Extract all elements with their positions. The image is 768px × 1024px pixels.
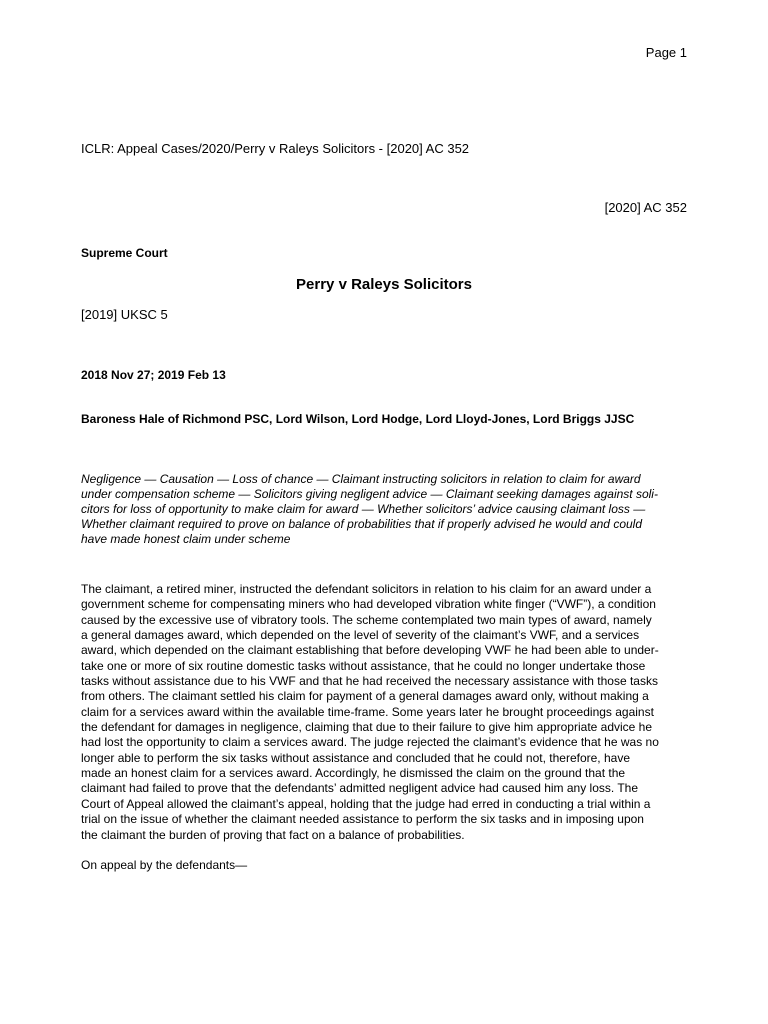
- headnote-line: award, which depended on the claimant establishing that before developing VWF he had been able to under-: [81, 643, 659, 658]
- catchwords-line: under compensation scheme — Solicitors giving negligent advice — Claimant seeking damages against soli-: [81, 487, 658, 501]
- catchwords-paragraph: [81, 472, 687, 547]
- appeal-by-line: On appeal by the defendants—: [81, 858, 248, 872]
- headnote-line: the defendant for damages in negligence, claiming that due to their failure to give him appropriate advice he: [81, 720, 653, 735]
- neutral-citation: [2019] UKSC 5: [81, 307, 168, 322]
- headnote-line: The claimant, a retired miner, instructed the defendant solicitors in relation to his claim for an award under a: [81, 582, 652, 596]
- case-title: Perry v Raleys Solicitors: [296, 276, 472, 293]
- headnote-line: from others. The claimant settled his claim for payment of a general damages award only, without making a: [81, 689, 649, 704]
- headnote-line: longer able to perform the six tasks without assistance and concluded that he could not, therefore, have: [81, 750, 630, 765]
- headnote-line: made an honest claim for a services award. Accordingly, he dismissed the claim on the ground that the: [81, 766, 626, 781]
- headnote-line: trial on the issue of whether the claimant needed assistance to perform the six tasks and in imposing upon: [81, 812, 644, 827]
- page-number: Page 1: [645, 45, 687, 60]
- headnote-paragraph: [81, 582, 687, 843]
- headnote-line: take one or more of six routine domestic tasks without assistance, that he could no longer undertake those: [81, 658, 646, 673]
- headnote-line: government scheme for compensating miners who had developed vibration white finger (“VWF”), a condition: [81, 597, 656, 612]
- catchwords-line: have made honest claim under scheme: [81, 532, 291, 546]
- law-report-reference: [2020] AC 352: [604, 200, 687, 215]
- headnote-line: had lost the opportunity to claim a services award. The judge rejected the claimant’s evidence that he was no: [81, 735, 659, 750]
- headnote-line: tasks without assistance due to his VWF and that he had received the necessary assistance with those tasks: [81, 674, 658, 689]
- catchwords-line: Whether claimant required to prove on balance of probabilities that if properly advised he would and could: [81, 517, 642, 531]
- headnote-line: the claimant the burden of proving that fact on a balance of probabilities.: [81, 827, 465, 842]
- hearing-dates: 2018 Nov 27; 2019 Feb 13: [81, 368, 226, 382]
- catchwords-line: Negligence — Causation — Loss of chance — Claimant instructing solicitors in relation to claim for award: [81, 472, 641, 486]
- catchwords-line: citors for loss of opportunity to make claim for award — Whether solicitors’ advice causing claimant loss —: [81, 502, 646, 516]
- headnote-line: caused by the excessive use of vibratory tools. The scheme contemplated two main types of award, namely: [81, 612, 652, 627]
- judges-list: Baroness Hale of Richmond PSC, Lord Wilson, Lord Hodge, Lord Lloyd-Jones, Lord Briggs JJSC: [81, 412, 635, 426]
- headnote-line: Court of Appeal allowed the claimant’s appeal, holding that the judge had erred in conducting a trial within a: [81, 796, 651, 811]
- headnote-line: a general damages award, which depended on the level of severity of the claimant’s VWF, and a services: [81, 628, 640, 643]
- court-name: Supreme Court: [81, 246, 168, 260]
- headnote-line: claim for a services award within the available time-frame. Some years later he brought proceedings against: [81, 704, 654, 719]
- report-citation-header: ICLR: Appeal Cases/2020/Perry v Raleys Solicitors - [2020] AC 352: [81, 141, 470, 156]
- headnote-line: claimant had failed to prove that the defendants’ admitted negligent advice had caused him any loss. The: [81, 781, 639, 796]
